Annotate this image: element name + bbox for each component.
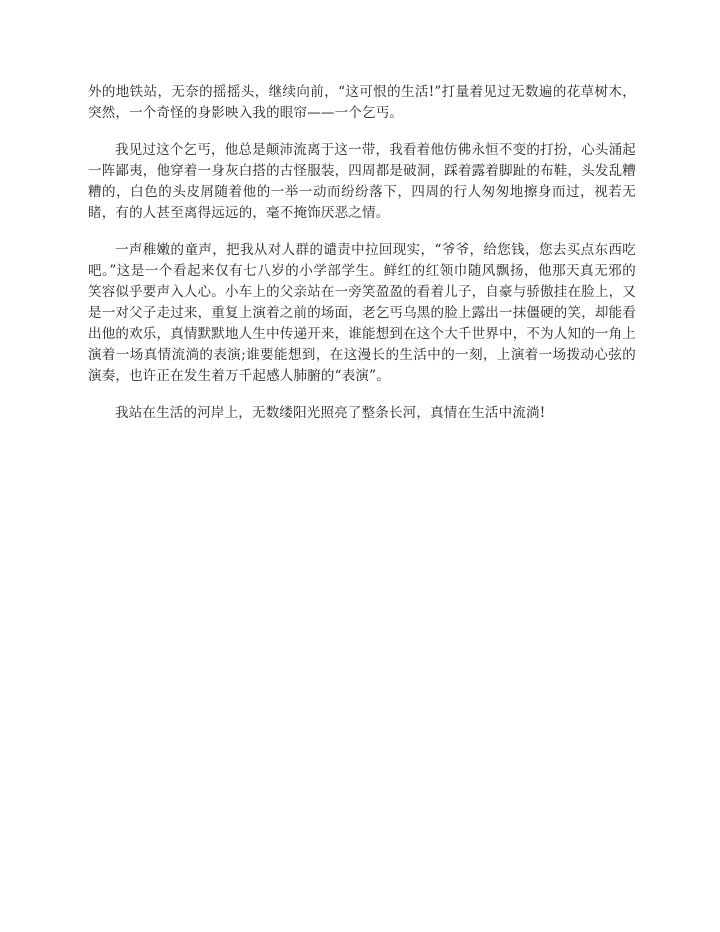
- paragraph-4: 我站在生活的河岸上，无数缕阳光照亮了整条长河，真情在生活中流淌!: [115, 405, 546, 421]
- paragraph-2: 我见过这个乞丐，他总是颠沛流离于这一带，我看着他仿佛永恒不变的打扮，心头涌起一阵鄙夷，他穿着一身灰白搭的古怪服装，四周都是破洞，踩着露着脚趾的布鞋，头发乱糟糟的，白色的头皮屑随着他的一举一动而纷纷落下，四周的行人匆匆地擦身而过，视若无睹，有的人甚至离得远远的，毫不掩饰厌恶之情。: [88, 142, 636, 221]
- document-body: [88, 82, 636, 440]
- paragraph-3: 一声稚嫩的童声，把我从对人群的谴责中拉回现实，“爷爷，给您钱，您去买点东西吃吧。”这是一个看起来仅有七八岁的小学部学生。鲜红的红领巾随风飘扬，他那天真无邪的笑容似乎要声入人心。小车上的父亲站在一旁笑盈盈的看着儿子，自豪与骄傲挂在脸上，又是一对父子走过来，重复上演着之前的场面，老乞丐乌黑的脸上露出一抹僵硬的笑，却能看出他的欢乐，真情默默地人生中传递开来，谁能想到在这个大千世界中，不为人知的一角上演着一场真情流淌的表演;谁要能想到，在这漫长的生活中的一刻，上演着一场拨动心弦的演奏，也许正在发生着万千起感人肺腑的“表演”。: [88, 242, 636, 384]
- paragraph-1: 外的地铁站，无奈的摇摇头，继续向前，“这可恨的生活!”打量着见过无数遍的花草树木，突然，一个奇怪的身影映入我的眼帘——一个乞丐。: [88, 84, 636, 121]
